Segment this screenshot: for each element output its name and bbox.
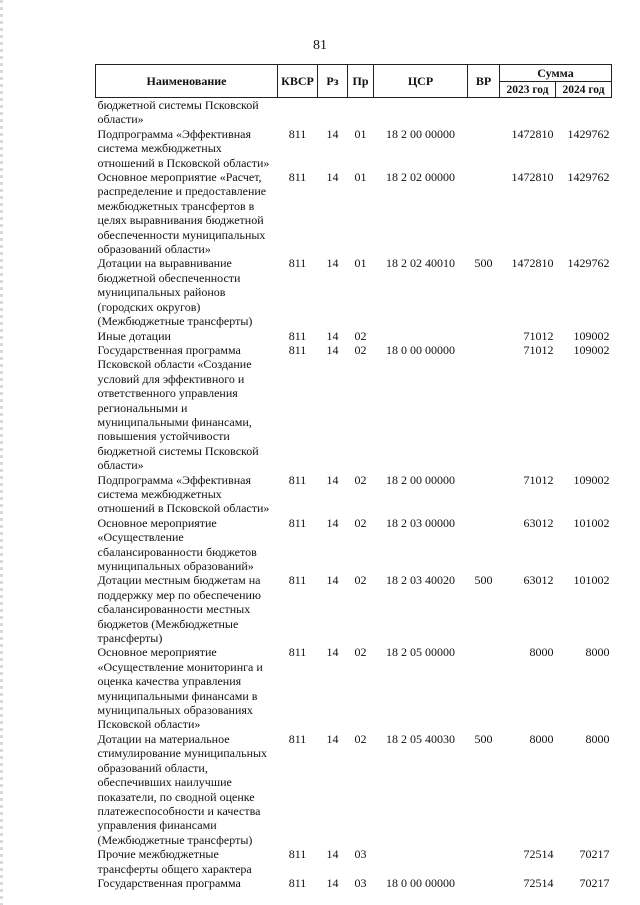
cell-csr: 18 2 00 00000: [386, 472, 455, 487]
cell-pr: 02: [354, 342, 367, 357]
table-header: [96, 65, 612, 98]
table-row: [96, 516, 612, 574]
cell-amount-2024: 101002: [573, 573, 610, 588]
cell-amount-2023: 63012: [523, 573, 554, 588]
table-row: [96, 876, 612, 890]
cell-csr: [374, 329, 468, 343]
cell-amount-2024: 101002: [573, 515, 610, 530]
cell-name: Дотации на выравнивание бюджетной обеспеченности муниципальных районов (городских округов) (Межбюджетные трансферты): [97, 256, 253, 329]
header-csr: ЦСР: [374, 65, 468, 98]
cell-kvsr: 811: [288, 170, 307, 185]
cell-kvsr: 811: [288, 472, 307, 487]
cell-vr: [468, 473, 500, 516]
cell-kvsr: 811: [288, 256, 307, 271]
cell-vr: [468, 876, 500, 890]
cell-csr: 18 0 00 00000: [386, 342, 455, 357]
cell-csr: 18 2 05 40030: [386, 731, 455, 746]
cell-kvsr: 811: [288, 573, 307, 588]
table-row: [96, 98, 612, 127]
cell-amount-2023: 72514: [523, 847, 554, 862]
cell-name: Прочие межбюджетные трансферты общего характера: [97, 847, 252, 876]
cell-amount-2023: [500, 98, 556, 127]
cell-rz: 14: [326, 875, 339, 890]
cell-name: Основное мероприятие «Осуществление мониторинга и оценка качества управления муниципальными финансами в муниципальных образованиях Псковской области»: [97, 645, 263, 732]
cell-rz: 14: [326, 472, 339, 487]
cell-rz: 14: [326, 342, 339, 357]
header-vr: ВР: [468, 65, 500, 98]
table-row: [96, 573, 612, 645]
cell-rz: 14: [326, 573, 339, 588]
header-sum: Сумма: [500, 65, 612, 82]
cell-amount-2023: 8000: [529, 645, 554, 660]
cell-amount-2024: 70217: [579, 875, 610, 890]
cell-csr: 18 2 02 40010: [386, 256, 455, 271]
cell-csr: [374, 847, 468, 876]
cell-name: Государственная программа: [97, 875, 241, 890]
scan-edge: [0, 0, 3, 905]
cell-pr: [348, 98, 374, 127]
cell-csr: 18 2 03 40020: [386, 573, 455, 588]
cell-pr: 03: [354, 875, 367, 890]
cell-kvsr: 811: [288, 126, 307, 141]
cell-pr: 02: [354, 573, 367, 588]
cell-pr: 02: [354, 472, 367, 487]
cell-vr: [468, 98, 500, 127]
table-row: [96, 732, 612, 847]
cell-vr: [468, 170, 500, 256]
cell-pr: 02: [354, 645, 367, 660]
cell-rz: 14: [326, 126, 339, 141]
cell-csr: 18 2 05 00000: [386, 645, 455, 660]
cell-name: Дотации на материальное стимулирование муниципальных образований области, обеспечивших наилучшие показатели, по сводной оценке платежеспособности и качества управления финансами (Межбюджетные трансферты): [97, 731, 268, 847]
header-name: Наименование: [96, 65, 278, 98]
cell-name: Государственная программа Псковской области «Создание условий для эффективного и ответственного управления региональными и муниципальными финансами, повышения устойчивости бюджетной системы Псковской области»: [97, 342, 259, 473]
cell-name: Подпрограмма «Эффективная система межбюджетных отношений в Псковской области»: [97, 126, 270, 170]
cell-amount-2023: 8000: [529, 731, 554, 746]
cell-rz: 14: [326, 645, 339, 660]
budget-sheet: [95, 64, 611, 890]
cell-amount-2023: 1472810: [511, 256, 554, 271]
table-body: [96, 98, 612, 891]
cell-rz: 14: [326, 847, 339, 862]
cell-vr: [468, 516, 500, 574]
cell-amount-2023: 72514: [523, 875, 554, 890]
table-row: [96, 473, 612, 516]
table-row: [96, 127, 612, 170]
cell-amount-2023: 71012: [523, 472, 554, 487]
cell-pr: 03: [354, 847, 367, 862]
cell-rz: [318, 98, 348, 127]
cell-amount-2024: 8000: [585, 645, 610, 660]
cell-name: Основное мероприятие «Расчет, распределение и предоставление межбюджетных трансфертов в целях выравнивания бюджетной обеспеченности муниципальных образований области»: [97, 170, 267, 257]
table-row: [96, 343, 612, 473]
cell-kvsr: [278, 98, 318, 127]
cell-pr: 01: [354, 126, 367, 141]
cell-rz: 14: [326, 515, 339, 530]
cell-csr: [374, 98, 468, 127]
cell-pr: 02: [354, 328, 367, 343]
cell-pr: 02: [354, 731, 367, 746]
cell-amount-2024: 1429762: [567, 256, 610, 271]
cell-amount-2023: 63012: [523, 515, 554, 530]
cell-rz: 14: [326, 731, 339, 746]
cell-vr: [468, 329, 500, 343]
cell-csr: 18 0 00 00000: [386, 875, 455, 890]
header-year-2023: 2023 год: [500, 82, 556, 98]
cell-kvsr: 811: [288, 515, 307, 530]
header-rz: Рз: [318, 65, 348, 98]
cell-name: Подпрограмма «Эффективная система межбюджетных отношений в Псковской области»: [97, 472, 270, 516]
cell-amount-2024: 109002: [573, 342, 610, 357]
cell-amount-2024: 70217: [579, 847, 610, 862]
cell-amount-2024: 1429762: [567, 170, 610, 185]
cell-amount-2024: [556, 98, 612, 127]
cell-vr: [468, 847, 500, 876]
cell-csr: 18 2 02 00000: [386, 170, 455, 185]
cell-amount-2023: 71012: [523, 342, 554, 357]
cell-kvsr: 811: [288, 847, 307, 862]
cell-amount-2024: 109002: [573, 328, 610, 343]
cell-amount-2024: 8000: [585, 731, 610, 746]
table-row: [96, 645, 612, 731]
cell-name: Дотации местным бюджетам на поддержку мер по обеспечению сбалансированности местных бюджетов (Межбюджетные трансферты): [97, 573, 261, 646]
cell-vr: 500: [474, 256, 493, 271]
cell-csr: 18 2 03 00000: [386, 515, 455, 530]
cell-kvsr: 811: [288, 875, 307, 890]
cell-amount-2023: 1472810: [511, 126, 554, 141]
cell-kvsr: 811: [288, 645, 307, 660]
cell-amount-2024: 109002: [573, 472, 610, 487]
table-row: [96, 329, 612, 343]
cell-amount-2023: 71012: [523, 328, 554, 343]
cell-kvsr: 811: [288, 342, 307, 357]
cell-rz: 14: [326, 328, 339, 343]
page-number: 81: [313, 38, 327, 53]
cell-pr: 02: [354, 515, 367, 530]
cell-rz: 14: [326, 170, 339, 185]
table-row: [96, 256, 612, 328]
cell-amount-2024: 1429762: [567, 126, 610, 141]
cell-name: Основное мероприятие «Осуществление сбалансированности бюджетов муниципальных образований»: [97, 515, 257, 573]
cell-vr: [468, 127, 500, 170]
cell-vr: 500: [474, 573, 493, 588]
budget-table: [95, 64, 612, 890]
header-pr: Пр: [348, 65, 374, 98]
cell-csr: 18 2 00 00000: [386, 126, 455, 141]
table-row: [96, 170, 612, 256]
cell-rz: 14: [326, 256, 339, 271]
cell-pr: 01: [354, 170, 367, 185]
cell-name: Иные дотации: [97, 328, 171, 343]
table-row: [96, 847, 612, 876]
cell-pr: 01: [354, 256, 367, 271]
cell-vr: [468, 343, 500, 473]
cell-kvsr: 811: [288, 328, 307, 343]
cell-name: бюджетной системы Псковской области»: [97, 98, 259, 127]
cell-kvsr: 811: [288, 731, 307, 746]
cell-vr: [468, 645, 500, 731]
cell-amount-2023: 1472810: [511, 170, 554, 185]
header-year-2024: 2024 год: [556, 82, 612, 98]
header-kvsr: КВСР: [278, 65, 318, 98]
cell-vr: 500: [474, 731, 493, 746]
